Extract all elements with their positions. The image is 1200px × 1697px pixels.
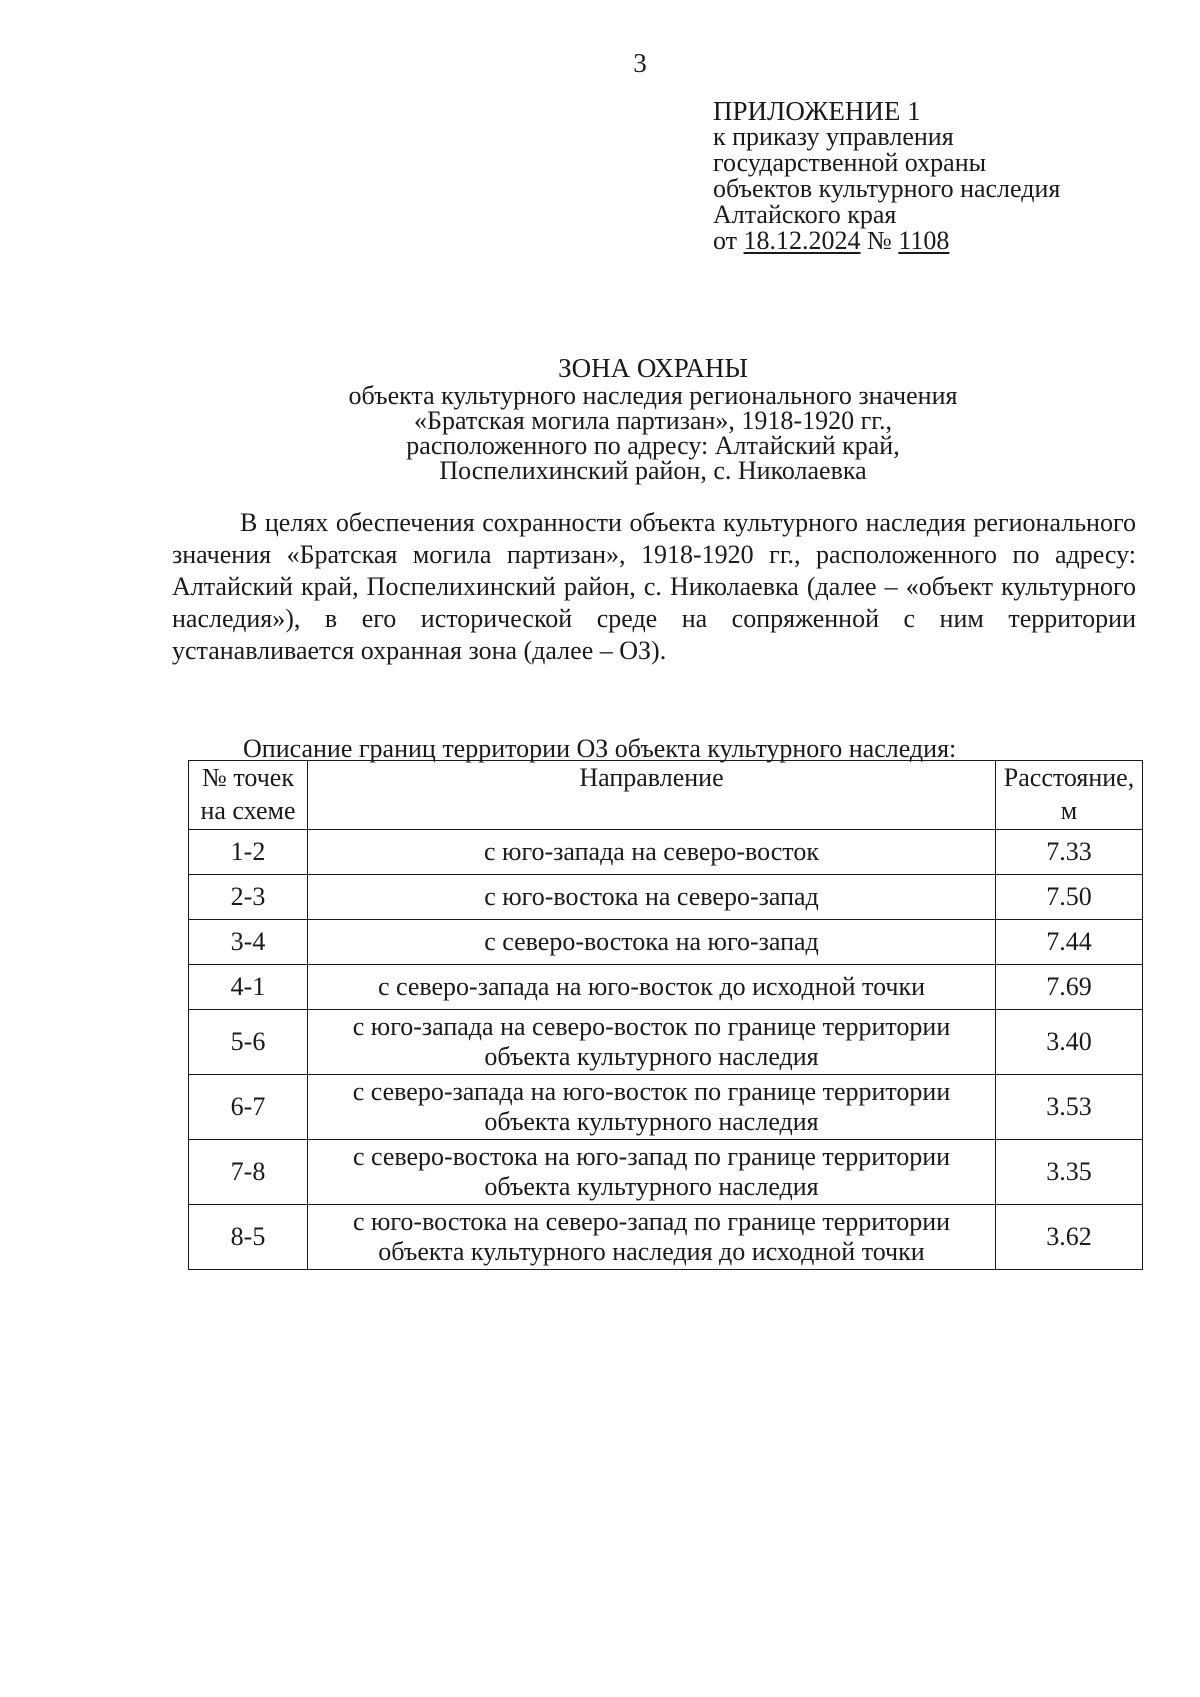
table-row xyxy=(189,830,1143,875)
title-line: объекта культурного наследия регионального значения xyxy=(348,381,958,410)
page-number: 3 xyxy=(633,48,647,78)
cell-points: 5-6 xyxy=(189,1010,308,1075)
title-main: ЗОНА ОХРАНЫ xyxy=(558,353,748,383)
number-prefix: № xyxy=(867,226,892,255)
cell-distance: 7.44 xyxy=(996,920,1143,965)
cell-points: 2-3 xyxy=(189,875,308,920)
date-prefix: от xyxy=(713,226,738,255)
cell-points: 1-2 xyxy=(189,830,308,875)
cell-points: 3-4 xyxy=(189,920,308,965)
cell-distance: 3.53 xyxy=(996,1075,1143,1140)
table-row xyxy=(189,875,1143,920)
header-distance: Расстояние, м xyxy=(996,761,1143,830)
appendix-block xyxy=(713,98,1060,254)
cell-direction: с северо-востока на юго-запад xyxy=(308,920,996,965)
appendix-line: Алтайского края xyxy=(713,200,897,229)
table-row xyxy=(189,1075,1143,1140)
table-row xyxy=(189,1010,1143,1075)
cell-distance: 7.33 xyxy=(996,830,1143,875)
cell-direction: с северо-востока на юго-запад по границе территории объекта культурного наследия xyxy=(308,1140,996,1205)
header-direction: Направление xyxy=(308,761,996,830)
table-caption: Описание границ территории ОЗ объекта культурного наследия: xyxy=(243,734,957,763)
cell-distance: 3.35 xyxy=(996,1140,1143,1205)
appendix-line: государственной охраны xyxy=(713,148,987,177)
cell-points: 7-8 xyxy=(189,1140,308,1205)
intro-paragraph: В целях обеспечения сохранности объекта культурного наследия регионального значения «Братская могила партизан», 1918-1920 гг., расположенного по адресу: Алтайский край, Поспелихинский район, с. Николаевка (далее – «объект культурного наследия»), в его исторической среде на сопряженной с ним территории устанавливается охранная зона (далее – ОЗ). xyxy=(172,508,1136,665)
table-row xyxy=(189,965,1143,1010)
appendix-heading: ПРИЛОЖЕНИЕ 1 xyxy=(713,96,921,126)
cell-direction: с юго-запада на северо-восток по границе территории объекта культурного наследия xyxy=(308,1010,996,1075)
cell-direction: с юго-востока на северо-запад по границе территории объекта культурного наследия до исходной точки xyxy=(308,1205,996,1270)
boundaries-table xyxy=(188,760,1143,1270)
cell-distance: 7.69 xyxy=(996,965,1143,1010)
order-date: 18.12.2024 xyxy=(743,226,861,255)
cell-points: 6-7 xyxy=(189,1075,308,1140)
cell-distance: 3.40 xyxy=(996,1010,1143,1075)
table-row xyxy=(189,1205,1143,1270)
document-title xyxy=(170,353,1136,485)
cell-direction: с юго-востока на северо-запад xyxy=(308,875,996,920)
cell-points: 8-5 xyxy=(189,1205,308,1270)
table-header-row xyxy=(189,761,1143,830)
title-line: «Братская могила партизан», 1918-1920 гг., xyxy=(414,406,892,435)
table-row xyxy=(189,920,1143,965)
order-number: 1108 xyxy=(898,226,950,255)
cell-direction: с северо-запада на юго-восток по границе территории объекта культурного наследия xyxy=(308,1075,996,1140)
title-line: расположенного по адресу: Алтайский край, xyxy=(406,431,900,460)
cell-direction: с северо-запада на юго-восток до исходной точки xyxy=(308,965,996,1010)
table-row xyxy=(189,1140,1143,1205)
cell-direction: с юго-запада на северо-восток xyxy=(308,830,996,875)
title-line: Поспелихинский район, с. Николаевка xyxy=(439,456,867,485)
appendix-order-line xyxy=(713,228,1060,254)
header-points: № точек на схеме xyxy=(189,761,308,830)
appendix-line: к приказу управления xyxy=(713,122,954,151)
appendix-line: объектов культурного наследия xyxy=(713,174,1061,203)
cell-points: 4-1 xyxy=(189,965,308,1010)
cell-distance: 3.62 xyxy=(996,1205,1143,1270)
cell-distance: 7.50 xyxy=(996,875,1143,920)
